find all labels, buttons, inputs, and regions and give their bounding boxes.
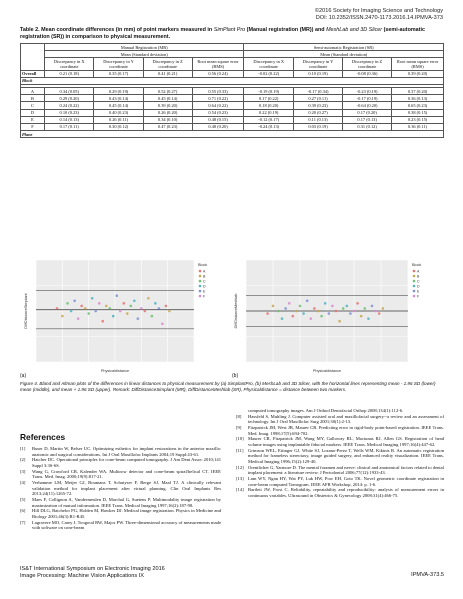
figure-caption: Figure 4. Bland and Altman plots of the differences in linear distances to physical measurement by (a) SimplantPro, (b) MeshLab and 3D Slicer, with the horizontal lines representing mean - 1.96 SD (lower) mean (middle), and mean + 1.96 SD (upper). Remark: DiffDistanceSimplant (MR), DiffDistanceMeshlab (SR), Physicaldistance = distance between two markers. — [20, 381, 436, 392]
reference-item — [236, 425, 444, 436]
data-point — [94, 310, 97, 313]
data-point — [338, 320, 341, 323]
data-point — [87, 312, 90, 315]
table-cell: 0.22 (0.19) — [244, 109, 293, 116]
table-cell: 0.36 (0.11) — [392, 123, 444, 130]
data-point — [292, 315, 295, 318]
reference-number: [1] — [20, 446, 26, 451]
bland-altman-plot-a — [22, 256, 218, 374]
figure-label-a: (a) — [20, 373, 27, 379]
reference-text: Lam WY, Ngan HY, Wat PY, Luk HW, Pow EH, Goto TK. Novel geometric coordinate registration in cone-beam computed Tomogram. IEEE AFR Workshop, 2014: p. 1-6. — [248, 475, 444, 487]
data-point — [328, 312, 331, 315]
legend-label: E — [417, 289, 420, 294]
data-point — [98, 302, 101, 305]
table-cell: 0.43 (0.14) — [94, 95, 143, 102]
table-cell: -0.23 (0.19) — [343, 87, 392, 94]
data-point — [320, 315, 323, 318]
table-cell: 0.41 (0.21) — [143, 70, 192, 77]
footer-conference: IS&T International Symposium on Electronic Imaging 2016 — [20, 566, 165, 572]
table-cell: 0.64 (0.22) — [192, 102, 244, 109]
data-point — [335, 310, 338, 313]
reference-item — [236, 487, 444, 498]
col-header-y: Discrepancy in Y coordinate — [293, 58, 342, 70]
footer-page-number: IPMVA-373.5 — [411, 572, 444, 578]
table-caption-mid: (Manual registration (MR)) and — [245, 27, 327, 33]
reference-number: [9] — [236, 424, 242, 430]
legend-label: C — [417, 279, 420, 284]
data-point — [105, 305, 108, 308]
references-right-column — [236, 408, 444, 499]
table-cell: 0.52 (0.27) — [143, 87, 192, 94]
reference-text: Maes F, Collignon A, Vandermeulen D, Marchal G, Suetens P. Multimodality image registration by maximization of mutual information. IEEE Trans. Medical Imaging 1997;16(2):187-98. — [32, 496, 221, 508]
table-cell: -0.17 (0.19) — [343, 95, 392, 102]
data-point — [80, 305, 83, 308]
reference-number: [13] — [236, 475, 244, 481]
reference-number: [4] — [20, 479, 26, 485]
reference-text: Hassfeld S, Muhling J. Computer assisted oral and maxillofacial surgery--a review and an assessment of technology. Int J Oral Maxillofac Surg 2001;30(1):2-13. — [248, 413, 444, 425]
table-cell: 0.55 (0.33) — [192, 87, 244, 94]
reference-text: Orentlicher G, Yarmore D. The mental foramen and nerve: clinical and anatomical factors related to dental implant placement: a literature review. J Periodontol 2006;77(12):1933-43. — [248, 464, 444, 476]
reference-item — [20, 508, 221, 519]
table-cell: 0.17 (0.20) — [343, 109, 392, 116]
table-cell: 0.21 (0.18) — [45, 70, 94, 77]
table-row — [21, 123, 444, 130]
reference-item — [20, 446, 221, 457]
table-row — [21, 102, 444, 109]
row-label: F — [21, 123, 45, 130]
x-axis-label: Physicaldistance — [100, 369, 130, 373]
table-cell: 0.45 (0.14) — [143, 95, 192, 102]
data-point — [295, 310, 298, 313]
data-point — [165, 305, 168, 308]
row-label: A — [21, 87, 45, 94]
col-header-z: Discrepancy in Z coordinate — [343, 58, 392, 70]
table-row — [21, 109, 444, 116]
data-point — [112, 315, 115, 318]
data-point — [84, 307, 87, 310]
legend-label: D — [417, 284, 420, 289]
data-point — [310, 317, 313, 320]
y-axis-label: DiffDistanceSimplant — [24, 293, 28, 329]
reference-text: Bartlett JW, Frost C. Reliability, repeatability and reproducibility: analysis of measurement errors in continuous variables. Ultrasound in Obstetrics & Gynecology 2008;31(4):466-75. — [248, 487, 444, 498]
legend-swatch — [199, 275, 202, 278]
table-cell: -0.12 (0.17) — [244, 116, 293, 123]
data-point — [313, 307, 316, 310]
data-point — [266, 312, 269, 315]
data-point — [378, 312, 381, 315]
table-cell: 0.40 (0.23) — [94, 109, 143, 116]
data-point — [73, 300, 76, 303]
data-point — [277, 310, 280, 313]
table-cell: 0.30 (0.12) — [94, 123, 143, 130]
data-point — [122, 302, 125, 305]
reference-number: [8] — [236, 413, 242, 419]
data-point — [382, 307, 385, 310]
data-point — [302, 312, 305, 315]
table-cell: 0.65 (0.23) — [392, 102, 444, 109]
data-point — [356, 302, 359, 305]
group-label-plane: Plane — [21, 131, 444, 138]
table-cell: 0.14 (0.13) — [45, 116, 94, 123]
legend-swatch — [199, 290, 202, 293]
table-caption-end: (semi-automatic registration (SR)) in comparison to physical measurement. — [20, 27, 425, 40]
data-point — [70, 310, 73, 313]
legend-label: F — [203, 294, 206, 299]
table-cell: 0.31 (0.12) — [343, 123, 392, 130]
table-cell: 0.35 (0.17) — [94, 70, 143, 77]
reference-item — [20, 497, 221, 508]
legend-swatch — [413, 295, 416, 298]
table-cell: 0.47 (0.23) — [143, 123, 192, 130]
page-footer — [20, 566, 444, 579]
reference-text: computed tomography images. Am J Orthod Dentofacial Orthop 2008;134(1):112-6. — [248, 408, 404, 413]
legend-swatch — [199, 285, 202, 288]
table-cell: 0.54 (0.23) — [192, 109, 244, 116]
col-header-rms: Root mean square error (RMS) — [192, 58, 244, 70]
data-point — [288, 302, 291, 305]
reference-number: [7] — [20, 519, 26, 525]
legend-label: F — [417, 294, 420, 299]
table-cell: 0.48 (0.20) — [192, 123, 244, 130]
data-point — [130, 305, 133, 308]
table-cell: 0.29 (0.20) — [45, 95, 94, 102]
data-point — [61, 315, 64, 318]
table-caption-software-1: SimPlant Pro — [213, 27, 246, 33]
data-point — [272, 305, 275, 308]
header-semi-automatic-registration: Semi-automatic Registration (SR) — [244, 44, 444, 51]
data-point — [66, 302, 69, 305]
data-point — [324, 302, 327, 305]
reference-number: [14] — [236, 487, 244, 493]
table-cell: 0.37 (0.20) — [392, 87, 444, 94]
legend-title: Block — [198, 263, 208, 267]
table-caption-software-2: MeshLab and 3D Slicer — [326, 27, 383, 33]
reference-number: [12] — [236, 464, 244, 470]
reference-number: [10] — [236, 436, 244, 442]
data-point — [91, 297, 94, 300]
col-header-x: Discrepancy in X coordinate — [45, 58, 94, 70]
data-point — [151, 315, 154, 318]
col-header-y: Discrepancy in Y coordinate — [94, 58, 143, 70]
table-row — [21, 87, 444, 94]
data-point — [158, 307, 161, 310]
table-corner-cell — [21, 44, 45, 71]
group-label-block: Block — [21, 77, 444, 84]
col-header-z: Discrepancy in Z coordinate — [143, 58, 192, 70]
data-point — [374, 310, 377, 313]
row-label: D — [21, 109, 45, 116]
data-point — [349, 312, 352, 315]
table-cell: 0.03 (0.19) — [293, 123, 342, 130]
row-label: B — [21, 95, 45, 102]
data-point — [101, 320, 104, 323]
plot-svg — [22, 256, 218, 374]
header-mean-sd-sr: Mean (Standard deviation) — [244, 51, 444, 58]
data-point — [299, 305, 302, 308]
table-cell: 0.23 (0.15) — [392, 116, 444, 123]
table-cell: 0.10 (0.23) — [45, 109, 94, 116]
table-row-overall — [21, 70, 444, 77]
data-point — [140, 307, 143, 310]
reference-item — [236, 414, 444, 425]
reference-text: Wang G, Crawford CR, Kalender WA. Multirow detector and cone-beam spiral/helical CT. IEEE Trans. Med. Imag. 2000;19(9):817-21. — [32, 468, 221, 480]
data-point — [108, 307, 111, 310]
data-point — [281, 317, 284, 320]
reference-text: Hill DLG, Batchelor PG, Holden M, Hawkes DJ. Medical image registration. Physics in Medicine and Biology 2001;46(3):R1-R45. — [32, 508, 221, 519]
x-axis-label: Physicaldistance — [312, 369, 342, 373]
reference-text: Verhamme LM, Meijer GJ, Boumans T, Schutyser F, Berge SJ, Maal TJ. A clinically relevant validation method for implant placement after virtual planning. Clin Oral Implants Res 2013;24(11):1265-72. — [32, 479, 221, 497]
copyright-line: ©2016 Society for Imaging Science and Technology — [314, 8, 443, 14]
legend-swatch — [413, 275, 416, 278]
legend-label: C — [203, 279, 206, 284]
page-header — [315, 8, 443, 22]
doi-line: DOI: 10.2352/ISSN.2470-1173.2016.14.IPMVA-373 — [315, 15, 443, 21]
table-cell: 0.20 (0.27) — [293, 109, 342, 116]
table-cell: 0.39 (0.20) — [143, 102, 192, 109]
table-cell: 0.36 (0.13) — [392, 95, 444, 102]
row-label: E — [21, 116, 45, 123]
table-cell: 0.38 (0.15) — [392, 109, 444, 116]
references-left-column — [20, 446, 221, 531]
references-heading: References — [20, 432, 66, 442]
data-point — [331, 305, 334, 308]
legend-label: E — [203, 289, 206, 294]
legend-label: D — [203, 284, 206, 289]
table-cell: 0.34 (0.10) — [143, 116, 192, 123]
data-point — [342, 307, 345, 310]
table-cell: 0.39 (0.20) — [392, 70, 444, 77]
table-cell: 0.24 (0.22) — [45, 102, 94, 109]
row-label: Overall — [21, 70, 45, 77]
reference-item — [20, 480, 221, 497]
legend-swatch — [413, 280, 416, 283]
figure-label-b: (b) — [232, 373, 239, 379]
reference-number: [6] — [20, 508, 26, 514]
discrepancy-table — [20, 43, 444, 138]
table-cell: 0.48 (0.15) — [192, 116, 244, 123]
table-cell: 0.45 (0.14) — [94, 102, 143, 109]
table-cell: -0.17 (0.34) — [293, 87, 342, 94]
table-cell: -0.08 (0.36) — [343, 70, 392, 77]
data-point — [77, 317, 80, 320]
legend-swatch — [199, 270, 202, 273]
data-point — [353, 310, 356, 313]
table-cell: 0.26 (0.11) — [94, 116, 143, 123]
data-point — [144, 310, 147, 313]
data-point — [284, 307, 287, 310]
reference-number: [5] — [20, 496, 26, 502]
table-cell: 0.10 (0.19) — [293, 70, 342, 77]
header-mean-sd-mr: Mean (Standard deviation) — [45, 51, 244, 58]
reference-item — [20, 457, 221, 468]
reference-number: [11] — [236, 447, 244, 453]
col-header-rms: Root mean square error (RMS) — [392, 58, 444, 70]
data-point — [346, 305, 349, 308]
data-point — [168, 310, 171, 313]
legend-swatch — [413, 270, 416, 273]
reference-item — [20, 520, 221, 531]
data-point — [367, 317, 370, 320]
table-cell: 0.18 (0.20) — [244, 102, 293, 109]
data-point — [161, 322, 164, 325]
data-point — [119, 310, 122, 313]
table-cell: 0.17 (0.11) — [45, 123, 94, 130]
legend-title: Block — [412, 263, 422, 267]
legend-swatch — [413, 290, 416, 293]
data-point — [133, 300, 136, 303]
legend-swatch — [199, 295, 202, 298]
reference-text: Buser D, Martin W, Belser UC. Optimizing esthetics for implant restorations in the anterior maxilla: anatomic and surgical considerations. Int J Oral Maxillofac Implants 2004;19 Suppl:43-61. — [32, 446, 221, 457]
table-cell: 0.34 (0.05) — [45, 87, 94, 94]
data-point — [360, 315, 363, 318]
reference-text: Lagravere MO, Carey J, Toogood RW, Major PW. Three-dimensional accuracy of measurements made with software on cone-beam — [32, 519, 221, 531]
legend-label: A — [417, 269, 420, 274]
reference-item — [236, 448, 444, 465]
table-cell: 0.17 (0.13) — [343, 116, 392, 123]
table-cell: -0.64 (0.20) — [343, 102, 392, 109]
legend-label: A — [203, 269, 206, 274]
data-point — [137, 317, 140, 320]
table-group-block — [21, 77, 444, 84]
legend-label: B — [203, 274, 206, 279]
data-point — [115, 294, 118, 297]
data-point — [154, 302, 157, 305]
col-header-x: Discrepancy in X coordinate — [244, 58, 293, 70]
header-manual-registration: Manual Registration (MR) — [45, 44, 244, 51]
reference-text: Hatcher DC. Operational principles for cone-beam computed tomography. J Am Dent Assoc 2010;141 Suppl 3:3S-6S. — [32, 457, 221, 468]
plot-svg — [232, 256, 432, 374]
data-point — [364, 307, 367, 310]
bland-altman-plot-b — [232, 256, 432, 374]
table-caption-lead: Table 2. Mean coordinate differences (in mm) of point markers measured in — [20, 27, 214, 33]
data-point — [147, 297, 150, 300]
table-group-plane — [21, 131, 444, 138]
row-label: C — [21, 102, 45, 109]
reference-item — [236, 436, 444, 447]
data-point — [126, 312, 129, 315]
reference-number: [2] — [20, 457, 26, 463]
y-axis-label: DiffDistanceMeshlab — [234, 293, 238, 329]
legend-swatch — [413, 285, 416, 288]
table-cell: 0.11 (0.13) — [293, 116, 342, 123]
table-cell: 0.27 (0.11) — [293, 95, 342, 102]
reference-text: Grimson WEL, Ettinger GJ, White SJ, Lozano-Perez T, Wells WM, Kikinis R. An automatic registration method for frameless stereotaxy, image guided surgery, and enhanced reality visualization. IEEE Trans. Medical Imaging 1996;15(2):129-40. — [248, 447, 444, 464]
data-point — [317, 310, 320, 313]
table-cell: 0.71 (0.22) — [192, 95, 244, 102]
table-cell: 0.56 (0.24) — [192, 70, 244, 77]
table-cell: -0.02 (0.22) — [244, 70, 293, 77]
table-cell: 0.26 (0.20) — [143, 109, 192, 116]
footer-proceedings: Image Processing: Machine Vision Applications IX — [20, 572, 144, 579]
data-point — [56, 307, 59, 310]
table-cell: -0.24 (0.13) — [244, 123, 293, 130]
table-cell: -0.19 (0.19) — [244, 87, 293, 94]
table-row — [21, 116, 444, 123]
table-cell: 0.39 (0.23) — [293, 102, 342, 109]
data-point — [306, 300, 309, 303]
table-cell: 0.29 (0.19) — [94, 87, 143, 94]
legend-swatch — [199, 280, 202, 283]
legend-label: B — [417, 274, 420, 279]
reference-item — [20, 469, 221, 480]
table-cell: 0.17 (0.22) — [244, 95, 293, 102]
reference-item — [236, 465, 444, 476]
reference-number: [3] — [20, 468, 26, 474]
reference-item — [236, 476, 444, 487]
reference-text: Fitzpatrick JM, West JB, Maurer CR. Predicting error in rigid-body point-based registration. IEEE Trans. Med. Imag. 1998;17(5):694-702. — [248, 424, 444, 436]
table-caption — [20, 27, 450, 40]
reference-text: Maurer CR, Fitzpatrick JM, Wang MY, Galloway RL, Maciunas RJ, Allen GS. Registration of head volume images using implantable fiducial markers. IEEE Trans. Medical Imaging 1997;16(4):447-62. — [248, 436, 444, 447]
data-point — [371, 305, 374, 308]
table-row — [21, 95, 444, 102]
